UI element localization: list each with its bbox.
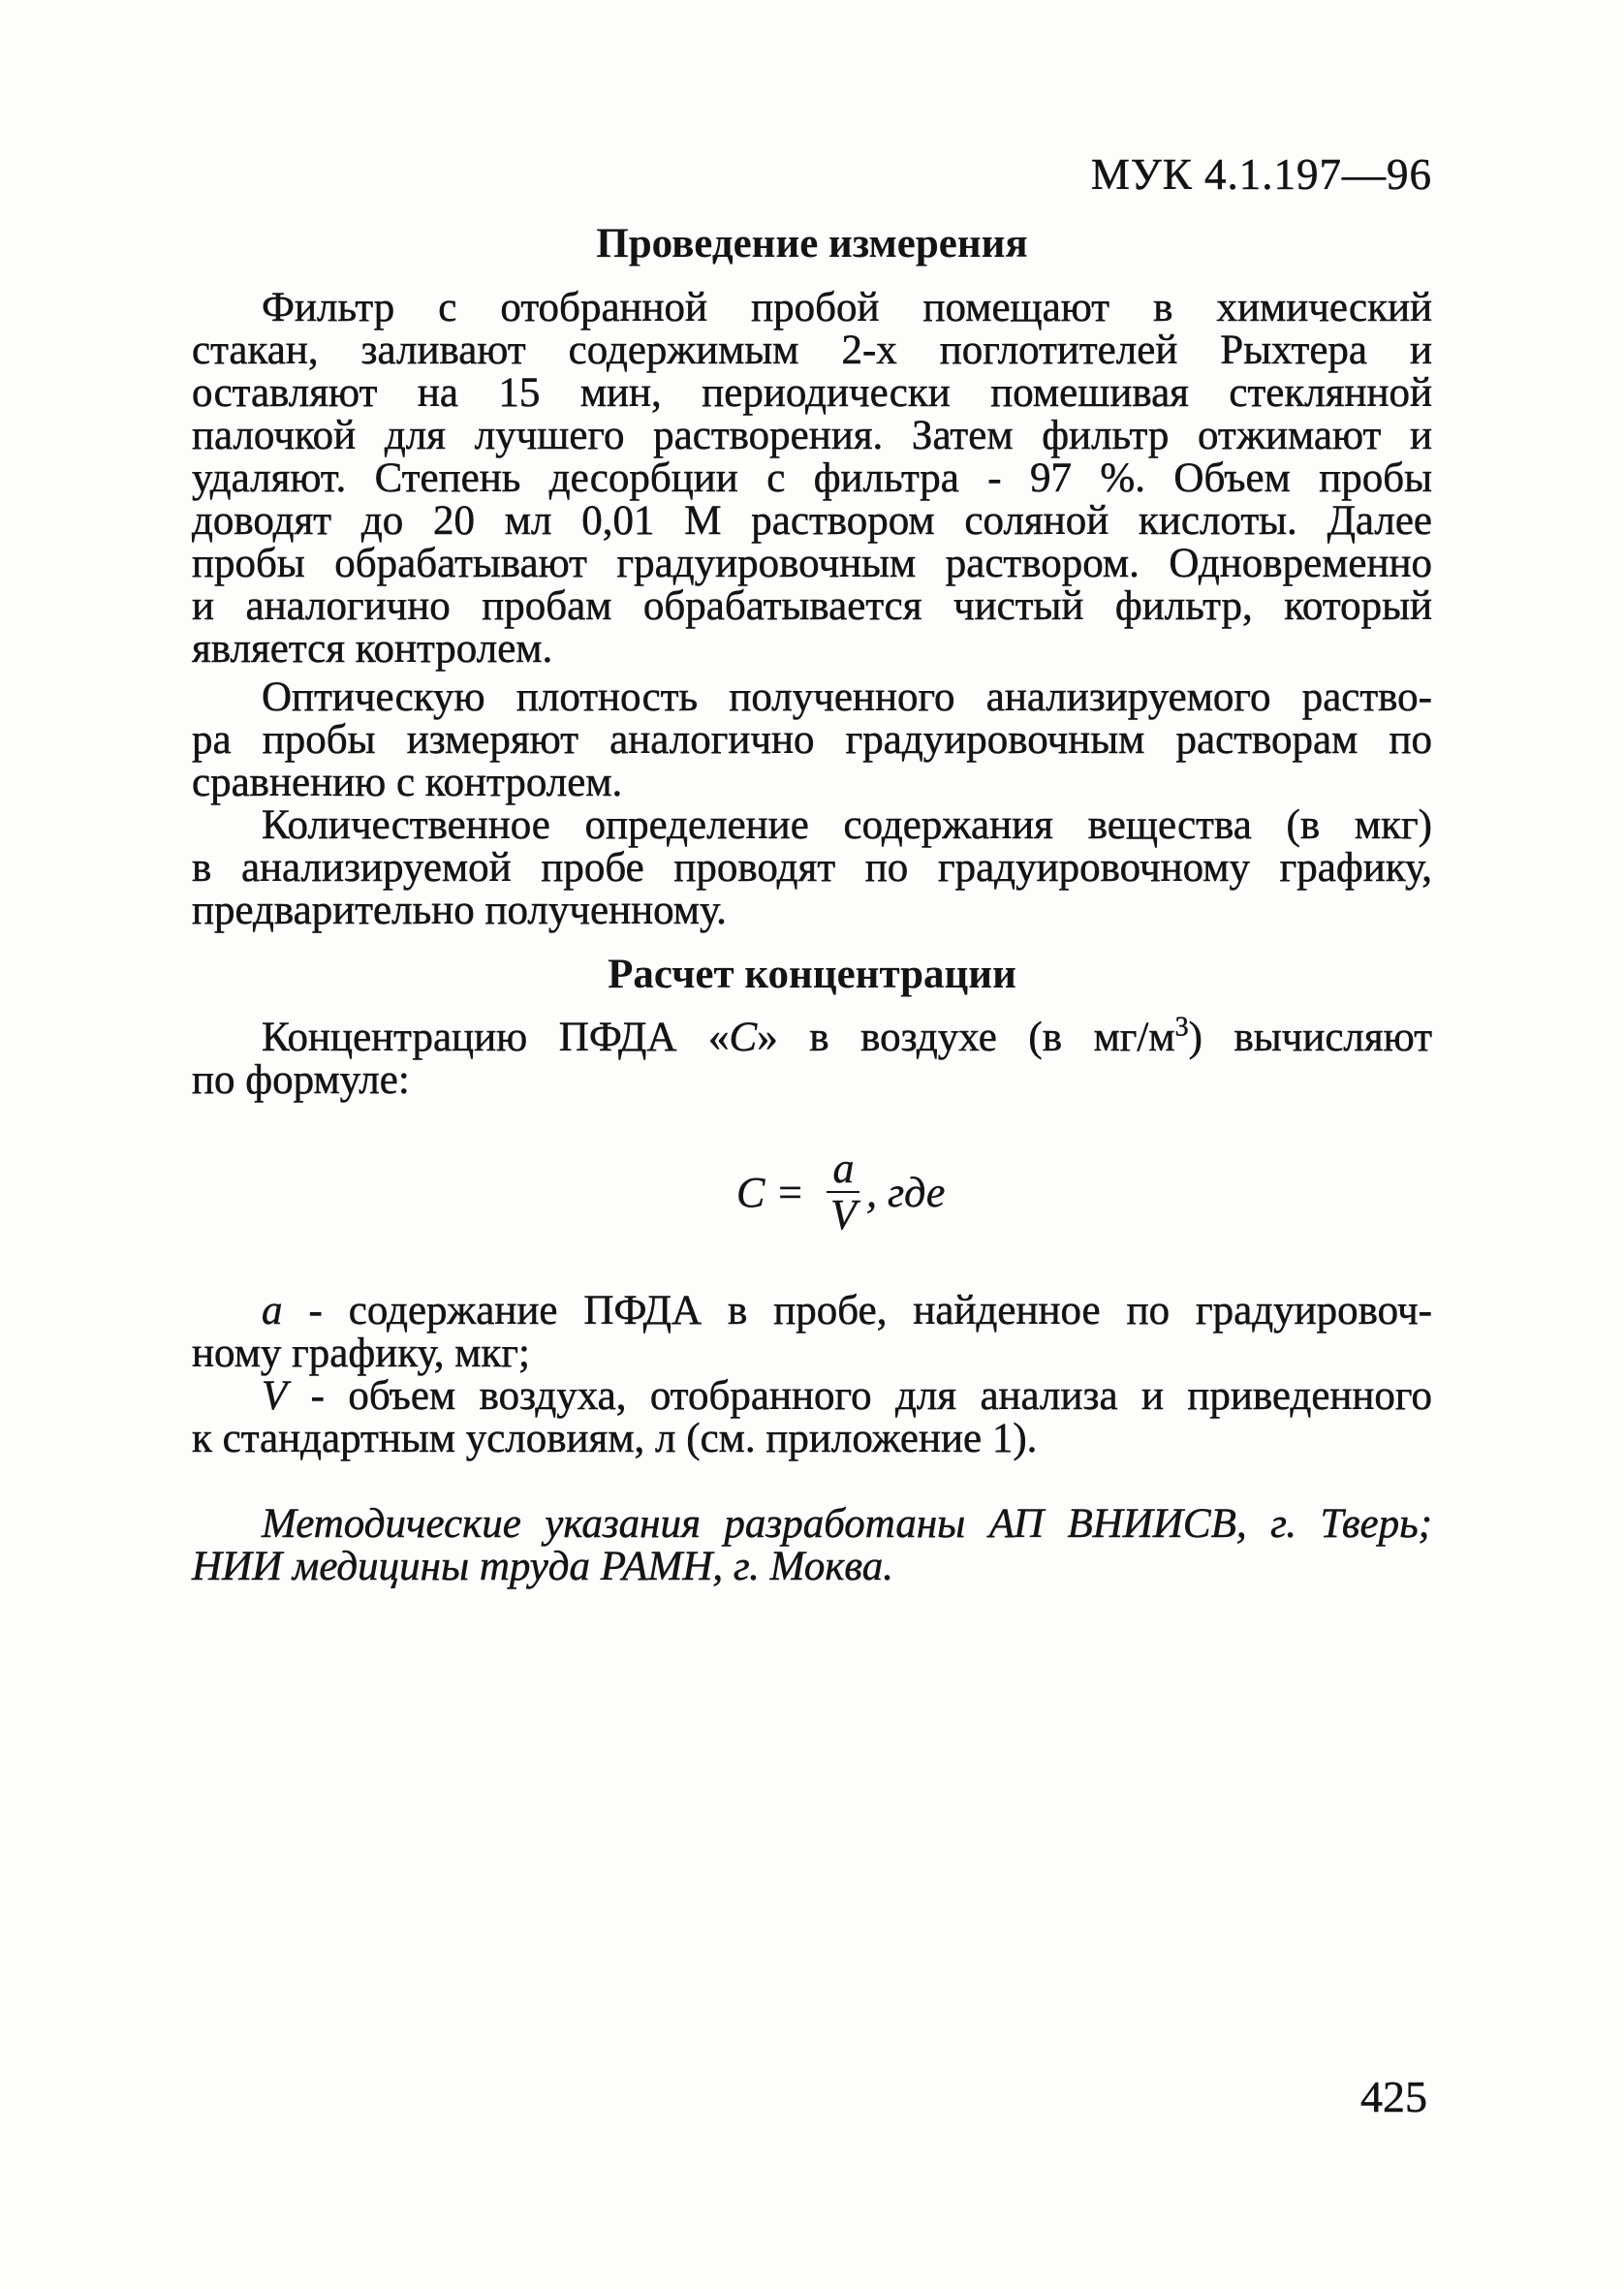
- variable-a: a: [262, 1288, 283, 1333]
- formula-numerator: a: [832, 1144, 855, 1192]
- credits-line: Методические указания разработаны АП ВНИИСВ, г. Тверь;: [262, 1501, 1432, 1547]
- superscript-exponent: 3: [1174, 1012, 1189, 1043]
- section-title-measurement: Проведение измерения: [596, 221, 1028, 267]
- text-fragment: Концентрацию ПФДА «: [262, 1015, 730, 1060]
- definition-text: - объем воздуха, отобранного для анализа и приведенного: [287, 1373, 1432, 1419]
- text-line: в анализируемой пробе проводят по градуировочному графику,: [192, 845, 1432, 891]
- variable-c: С: [729, 1015, 758, 1060]
- definition-line: [192, 1375, 1432, 1418]
- text-fragment: » в воздухе (в мг/м: [757, 1015, 1175, 1060]
- text-line: Количественное определение содержания вещества (в мкг): [262, 802, 1432, 848]
- text-line: палочкой для лучшего растворения. Затем фильтр отжимают и: [192, 413, 1432, 458]
- definition-line: к стандартным условиям, л (см. приложение 1).: [192, 1416, 1038, 1461]
- formula-suffix: , где: [865, 1168, 946, 1216]
- running-header: МУК 4.1.197—96: [1090, 150, 1432, 199]
- text-line: предварительно полученному.: [192, 888, 727, 933]
- definition-line: ному графику, мкг;: [192, 1331, 530, 1376]
- formula-denominator: V: [830, 1191, 857, 1239]
- credits-note: [192, 1503, 1432, 1588]
- paragraph-measurement-procedure: [192, 287, 1432, 671]
- text-line: является контролем.: [192, 626, 553, 672]
- text-line: ра пробы измеряют аналогично градуировочным растворам по: [192, 717, 1432, 763]
- paragraph-quantitative-determination: [192, 804, 1432, 932]
- text-line: стакан, заливают содержимым 2-х поглотителей Рыхтера и: [192, 328, 1432, 373]
- concentration-formula: [736, 1139, 945, 1245]
- text-line: сравнению с контролем.: [192, 760, 623, 805]
- text-line: оставляют на 15 мин, периодически помешивая стеклянной: [192, 370, 1432, 416]
- paragraph-optical-density: [192, 676, 1432, 804]
- formula-definitions: [192, 1290, 1432, 1460]
- text-line: доводят до 20 мл 0,01 М раствором соляной кислоты. Далее: [192, 498, 1432, 544]
- text-line: удаляют. Степень десорбции с фильтра - 97 %. Объем пробы: [192, 455, 1432, 501]
- formula-lhs: C =: [736, 1168, 816, 1216]
- text-line: Оптическую плотность полученного анализируемого раство-: [262, 674, 1432, 720]
- text-line: [192, 1012, 1432, 1060]
- formula-fraction: [825, 1146, 862, 1238]
- text-fragment: ) вычисляют: [1188, 1015, 1432, 1060]
- page-number: 425: [1360, 2072, 1427, 2121]
- section-title-calculation: Расчет концентрации: [608, 952, 1016, 997]
- text-line: Фильтр с отобранной пробой помещают в химический: [262, 285, 1432, 330]
- text-line: пробы обрабатывают градуировочным раствором. Одновременно: [192, 541, 1432, 586]
- text-line: и аналогично пробам обрабатывается чистый фильтр, который: [192, 583, 1432, 629]
- definition-line: [192, 1290, 1432, 1333]
- paragraph-formula-intro: [192, 1012, 1432, 1103]
- definition-text: - содержание ПФДА в пробе, найденное по градуировоч-: [282, 1288, 1432, 1333]
- credits-line: НИИ медицины труда РАМН, г. Моква.: [192, 1544, 894, 1589]
- text-line: по формуле:: [192, 1057, 410, 1103]
- variable-v: V: [262, 1373, 288, 1419]
